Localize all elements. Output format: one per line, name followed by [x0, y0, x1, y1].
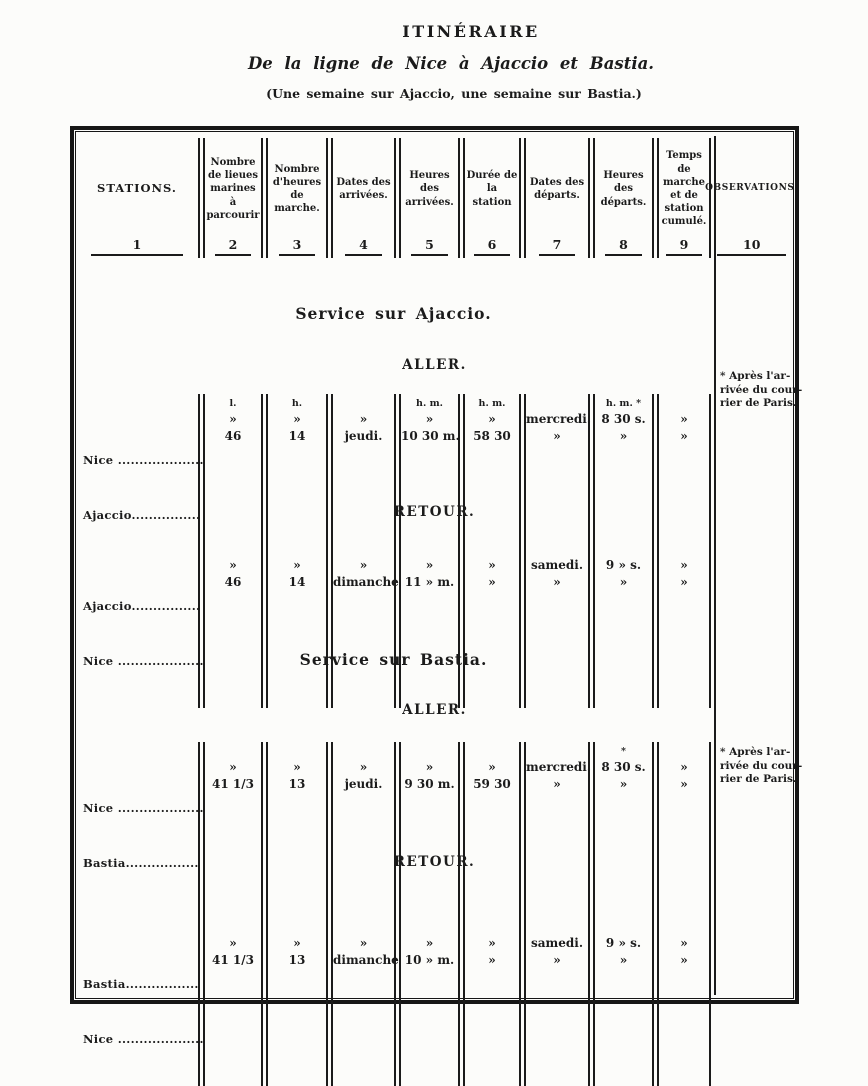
header-cell-heures-marche — [266, 138, 328, 258]
cell-heures-departs — [593, 540, 654, 708]
station-name: Nice .................... — [83, 1032, 204, 1046]
value: » — [488, 760, 496, 774]
column-number: 8 — [596, 237, 651, 258]
value: 59 30 — [473, 777, 511, 791]
unit-label — [465, 543, 519, 557]
unit-label — [333, 397, 394, 411]
unit-label — [526, 745, 588, 759]
header-label: Durée de la station — [466, 170, 518, 208]
value: 9 » s. — [605, 936, 642, 950]
header-cell-dates-departs — [524, 138, 590, 258]
observation-line: * Après l'ar- — [720, 370, 791, 382]
value: 41 1/3 — [212, 777, 254, 791]
unit-label: * — [621, 746, 626, 757]
unit-label — [659, 397, 709, 411]
header-cell-heures-arrivees — [399, 138, 460, 258]
value: » — [359, 412, 368, 426]
cell-heures-arrivees — [399, 394, 460, 562]
cell-heures-marche — [266, 892, 328, 1086]
value: » — [488, 575, 496, 589]
station-name: Bastia................. — [83, 856, 199, 870]
timetable-content — [76, 132, 803, 1046]
cell-dates-departs — [524, 540, 590, 708]
header-label: Nombre de lieues marines à parcourir — [206, 157, 260, 221]
unit-label — [401, 543, 458, 557]
value: » — [680, 953, 688, 967]
value: 14 — [288, 575, 306, 589]
header-cell-temps-cumule — [657, 138, 711, 258]
cell-heures-marche — [266, 742, 328, 910]
column-number: 7 — [527, 237, 587, 258]
unit-label: h. m. * — [605, 398, 642, 409]
value: 10 30 m. — [401, 429, 460, 443]
value: 46 — [224, 429, 242, 443]
value: » — [425, 558, 434, 572]
unit-label: h. m. — [478, 398, 506, 409]
station-name: Ajaccio................ — [83, 508, 201, 522]
title-block — [0, 22, 868, 101]
value: » — [425, 412, 434, 426]
header-cell-dates-arrivees — [331, 138, 396, 258]
station-name: Ajaccio................ — [83, 599, 201, 613]
station-name: Nice .................... — [83, 654, 204, 668]
column-number: 5 — [402, 237, 457, 258]
cell-dates-departs — [524, 394, 590, 562]
value: » — [619, 429, 628, 443]
value: 14 — [288, 429, 306, 443]
value: » — [553, 953, 561, 967]
value: 8 30 s. — [601, 412, 646, 426]
value: » — [680, 412, 688, 426]
unit-label — [205, 921, 261, 935]
column-number: 10 — [717, 237, 786, 258]
column-number: 1 — [77, 237, 197, 258]
timetable-inner-border — [75, 131, 803, 1046]
value: 9 30 m. — [404, 777, 455, 791]
header-label: OBSERVATIONS. — [705, 183, 798, 194]
cell-lieues — [203, 540, 263, 708]
unit-label — [401, 921, 458, 935]
header-label: Nombre d'heures de marche. — [272, 163, 322, 215]
stations-cell — [76, 540, 204, 708]
unit-label — [526, 543, 588, 557]
value: » — [229, 412, 237, 426]
cell-lieues — [203, 394, 263, 562]
observation-line: rivée du cour- — [720, 383, 803, 396]
direction-heading-aller: ALLER. — [402, 357, 467, 373]
value: » — [553, 777, 561, 791]
cell-heures-departs — [593, 742, 654, 910]
value: » — [359, 760, 368, 774]
value: samedi. — [531, 936, 583, 950]
unit-label — [268, 745, 326, 759]
value: » — [229, 936, 237, 950]
value: » — [229, 760, 237, 774]
direction-heading-retour: RETOUR. — [393, 504, 476, 520]
value: 11 » m. — [404, 575, 455, 589]
value: 10 » m. — [404, 953, 455, 967]
unit-label — [205, 745, 261, 759]
value: » — [680, 760, 688, 774]
cell-heures-arrivees — [399, 742, 460, 910]
observation-line: rier de Paris. — [720, 397, 797, 409]
cell-duree-station — [463, 742, 521, 910]
value: » — [619, 575, 628, 589]
value: jeudi. — [344, 777, 383, 791]
direction-heading-aller: ALLER. — [402, 702, 467, 718]
header-label: Dates des départs. — [529, 176, 585, 201]
cell-dates-arrivees — [331, 892, 399, 1086]
unit-label — [465, 921, 519, 935]
cell-duree-station — [463, 540, 521, 708]
cell-heures-arrivees — [399, 540, 460, 708]
column-number: 4 — [334, 237, 393, 258]
unit-label — [659, 745, 709, 759]
cell-heures-arrivees — [399, 892, 460, 1086]
cell-lieues — [203, 892, 263, 1086]
station-name: Bastia................. — [83, 977, 199, 991]
unit-label — [595, 921, 652, 935]
section-heading-bastia: Service sur Bastia. — [299, 650, 488, 669]
page-title: ITINÉRAIRE — [402, 22, 540, 41]
unit-label — [333, 921, 394, 935]
unit-label — [465, 745, 519, 759]
value: 8 30 s. — [601, 760, 646, 774]
header-cell-heures-departs — [593, 138, 654, 258]
station-name: Nice .................... — [83, 453, 204, 467]
observation-note — [720, 746, 803, 787]
value: » — [488, 558, 496, 572]
cell-temps-cumule — [657, 394, 711, 562]
unit-label — [268, 921, 326, 935]
value: » — [425, 936, 434, 950]
unit-label — [333, 543, 394, 557]
cell-lieues — [203, 742, 263, 910]
value: dimanche — [333, 575, 399, 589]
value: 13 — [288, 953, 306, 967]
value: 58 30 — [473, 429, 511, 443]
stations-cell — [76, 742, 204, 910]
cell-temps-cumule — [657, 742, 711, 910]
unit-label: l. — [229, 398, 237, 409]
value: » — [680, 575, 688, 589]
section-heading-ajaccio: Service sur Ajaccio. — [295, 304, 492, 323]
header-label: Heures des arrivées. — [405, 170, 454, 208]
value: samedi. — [531, 558, 583, 572]
value: » — [359, 936, 368, 950]
cell-heures-departs — [593, 394, 654, 562]
value: » — [553, 575, 561, 589]
page-subtitle: De la ligne de Nice à Ajaccio et Bastia. — [247, 54, 655, 73]
observation-line: rier de Paris. — [720, 773, 797, 785]
cell-dates-departs — [524, 742, 590, 910]
value: mercredi. — [526, 412, 592, 426]
header-label: Heures des départs. — [600, 170, 647, 208]
cell-dates-arrivees — [331, 540, 399, 708]
header-cell-lieues — [203, 138, 263, 258]
value: » — [488, 412, 496, 426]
cell-dates-arrivees — [331, 742, 396, 910]
cell-duree-station — [463, 892, 521, 1086]
column-number: 3 — [269, 237, 325, 258]
value: » — [619, 777, 628, 791]
observation-line: * Après l'ar- — [720, 746, 791, 758]
header-cell-observations — [705, 138, 798, 258]
value: 46 — [224, 575, 242, 589]
station-name: Nice .................... — [83, 801, 204, 815]
cell-heures-marche — [266, 540, 328, 708]
column-number: 9 — [660, 237, 708, 258]
value: dimanche — [333, 953, 399, 967]
stations-cell — [76, 892, 204, 1086]
observation-line: rivée du cour- — [720, 759, 803, 772]
value: » — [425, 760, 434, 774]
cell-temps-cumule — [657, 540, 711, 708]
value: » — [488, 936, 496, 950]
value: jeudi. — [344, 429, 383, 443]
unit-label — [205, 543, 261, 557]
timetable-frame — [70, 126, 803, 1046]
value: 13 — [288, 777, 306, 791]
cell-heures-departs — [593, 892, 654, 1086]
data-row-bastia-retour — [76, 892, 711, 1046]
cell-dates-arrivees — [331, 394, 396, 562]
header-label: Dates des arrivées. — [336, 176, 391, 201]
header-cell-duree-station — [463, 138, 521, 258]
cell-heures-marche — [266, 394, 328, 562]
stations-cell — [76, 394, 204, 562]
value: 41 1/3 — [212, 953, 254, 967]
unit-label — [401, 745, 458, 759]
table-header-row — [76, 138, 798, 258]
value: 9 » s. — [605, 558, 642, 572]
header-label: Temps de marche et de station cumulé. — [661, 150, 707, 228]
cell-duree-station — [463, 394, 521, 562]
value: » — [293, 936, 301, 950]
page-note: (Une semaine sur Ajaccio, une semaine sur Bastia.) — [266, 86, 642, 101]
value: » — [553, 429, 561, 443]
unit-label — [526, 921, 588, 935]
value: » — [293, 412, 301, 426]
unit-label — [659, 543, 709, 557]
value: » — [488, 953, 496, 967]
observation-note — [720, 370, 803, 411]
value: » — [680, 429, 688, 443]
column-number: 2 — [206, 237, 260, 258]
unit-label — [268, 543, 326, 557]
value: » — [680, 936, 688, 950]
value: » — [359, 558, 368, 572]
cell-dates-departs — [524, 892, 590, 1086]
unit-label — [333, 745, 394, 759]
unit-label: h. — [291, 398, 303, 409]
header-cell-stations — [76, 138, 200, 258]
direction-heading-retour: RETOUR. — [393, 854, 476, 870]
value: mercredi. — [526, 760, 592, 774]
value: » — [293, 760, 301, 774]
cell-temps-cumule — [657, 892, 711, 1086]
unit-label — [526, 397, 588, 411]
header-label: STATIONS. — [97, 181, 177, 196]
unit-label — [659, 921, 709, 935]
value: » — [229, 558, 237, 572]
unit-label: h. m. — [416, 398, 443, 409]
value: » — [293, 558, 301, 572]
unit-label — [595, 543, 652, 557]
value: » — [680, 558, 688, 572]
value: » — [680, 777, 688, 791]
value: » — [619, 953, 628, 967]
column-number: 6 — [466, 237, 518, 258]
